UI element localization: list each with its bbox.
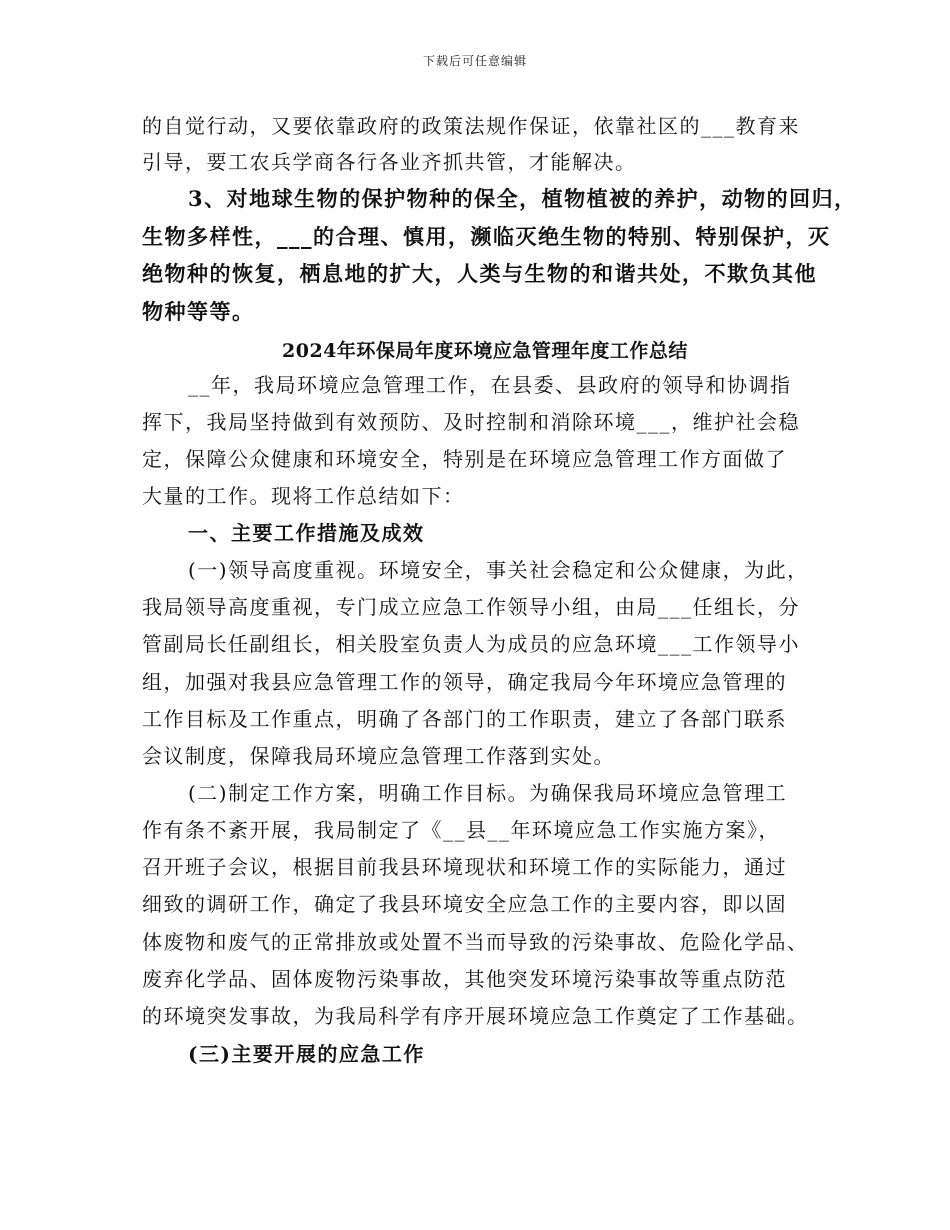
body-text-line: 作有条不紊开展，我局制定了《__县__年环境应急工作实施方案》， [142,818,780,842]
body-text-line: 的自觉行动，又要依靠政府的政策法规作保证，依靠社区的___教育来 [142,114,800,138]
page-header: 下载后可任意编辑 [422,54,527,68]
bold-paragraph-line: 生物多样性，___的合理、慎用，濒临灭绝生物的特别、特别保护，灭 [142,224,831,249]
body-text-line: 定，保障公众健康和环境安全，特别是在环境应急管理工作方面做了 [142,447,787,471]
document-title: 2024年环保局年度环境应急管理年度工作总结 [282,340,688,362]
body-text-line: 挥下，我局坚持做到有效预防、及时控制和消除环境___，维护社会稳 [142,410,800,434]
body-text-line: 我局领导高度重视，专门成立应急工作领导小组，由局___任组长，分 [142,595,800,619]
bold-paragraph-line: 绝物种的恢复，栖息地的扩大，人类与生物的和谐共处，不欺负其他 [142,261,817,286]
body-text-line: 大量的工作。现将工作总结如下： [142,484,465,508]
body-text-line: 的环境突发事故，为我局科学有序开展环境应急工作奠定了工作基础。 [142,1004,809,1028]
section-heading: 一、主要工作措施及成效 [188,521,425,545]
body-text-line: 体废物和废气的正常排放或处置不当而导致的污染事故、危险化学品、 [142,930,809,954]
bold-paragraph-line: 物种等等。 [142,299,255,324]
section-heading: (三)主要开展的应急工作 [188,1042,425,1066]
body-text-line: 会议制度，保障我局环境应急管理工作落到实处。 [142,744,615,768]
body-text-line: (二)制定工作方案，明确工作目标。为确保我局环境应急管理工 [188,781,788,805]
body-text-line: 废弃化学品、固体废物污染事故，其他突发环境污染事故等重点防范 [142,967,787,991]
body-text-line: 管副局长任副组长，相关股室负责人为成员的应急环境___工作领导小 [142,632,800,656]
body-text-line: __年，我局环境应急管理工作，在县委、县政府的领导和协调指 [188,373,792,397]
body-text-line: 工作目标及工作重点，明确了各部门的工作职责，建立了各部门联系 [142,707,787,731]
body-text-line: 组，加强对我县应急管理工作的领导，确定我局今年环境应急管理的 [142,670,787,694]
body-text-line: (一)领导高度重视。环境安全，事关社会稳定和公众健康，为此， [188,558,809,582]
body-text-line: 引导，要工农兵学商各行各业齐抓共管，才能解决。 [142,150,637,174]
bold-paragraph-line: 3、对地球生物的保护物种的保全，植物植被的养护，动物的回归， [188,186,857,211]
body-text-line: 召开班子会议，根据目前我县环境现状和环境工作的实际能力，通过 [142,855,787,879]
body-text-line: 细致的调研工作，确定了我县环境安全应急工作的主要内容，即以固 [142,892,787,916]
